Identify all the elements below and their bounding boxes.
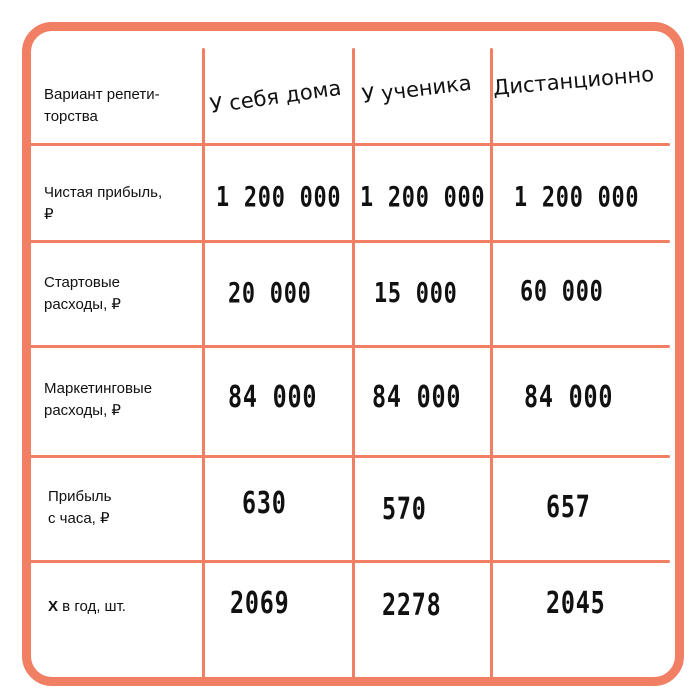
row-label-startup-costs — [44, 272, 194, 316]
row-divider — [30, 455, 670, 458]
header-home: У себя дома — [208, 75, 343, 118]
header-first-line2: торства — [44, 108, 98, 125]
row-divider — [30, 240, 670, 243]
cell-marketing-home: 84 000 — [228, 380, 318, 415]
cell-x-home: 2069 — [230, 586, 290, 621]
cell-startup-student: 15 000 — [374, 276, 458, 309]
cell-hourly-home: 630 — [242, 486, 287, 521]
cell-marketing-remote: 84 000 — [524, 380, 614, 415]
cell-startup-home: 20 000 — [228, 276, 312, 309]
cell-hourly-remote: 657 — [546, 490, 591, 525]
row-divider — [30, 345, 670, 348]
cell-startup-remote: 60 000 — [520, 274, 604, 307]
row-divider — [30, 143, 670, 146]
row-label-line1: Прибыль — [48, 488, 112, 505]
cell-hourly-student: 570 — [382, 492, 427, 527]
header-first-column — [44, 84, 194, 128]
row-label-net-profit — [44, 182, 194, 226]
row-label-bold: X — [48, 598, 59, 615]
header-remote: Дистанционно — [491, 61, 655, 100]
cell-x-remote: 2045 — [546, 586, 606, 621]
cell-net-profit-remote: 1 200 000 — [514, 180, 640, 213]
row-divider — [30, 560, 670, 563]
cell-x-student: 2278 — [382, 588, 442, 623]
row-label-line2: с часа, ₽ — [48, 510, 110, 527]
cell-marketing-student: 84 000 — [372, 380, 462, 415]
header-first-line1: Вариант репети- — [44, 86, 160, 103]
cell-net-profit-student: 1 200 000 — [360, 180, 486, 213]
row-label-hourly-profit — [48, 486, 198, 530]
row-label-line2: расходы, ₽ — [44, 402, 121, 419]
row-label-x-per-year — [48, 596, 198, 618]
cell-net-profit-home: 1 200 000 — [216, 180, 342, 213]
row-label-rest: в год, шт. — [58, 598, 126, 615]
row-label-marketing-costs — [44, 378, 194, 422]
row-label-line1: Чистая прибыль, — [44, 184, 163, 201]
row-label-line2: расходы, ₽ — [44, 296, 121, 313]
row-label-line1: Маркетинговые — [44, 380, 153, 397]
row-label-line2: ₽ — [44, 206, 54, 223]
header-student: У ученика — [360, 70, 473, 108]
row-label-line1: Стартовые — [44, 274, 121, 291]
